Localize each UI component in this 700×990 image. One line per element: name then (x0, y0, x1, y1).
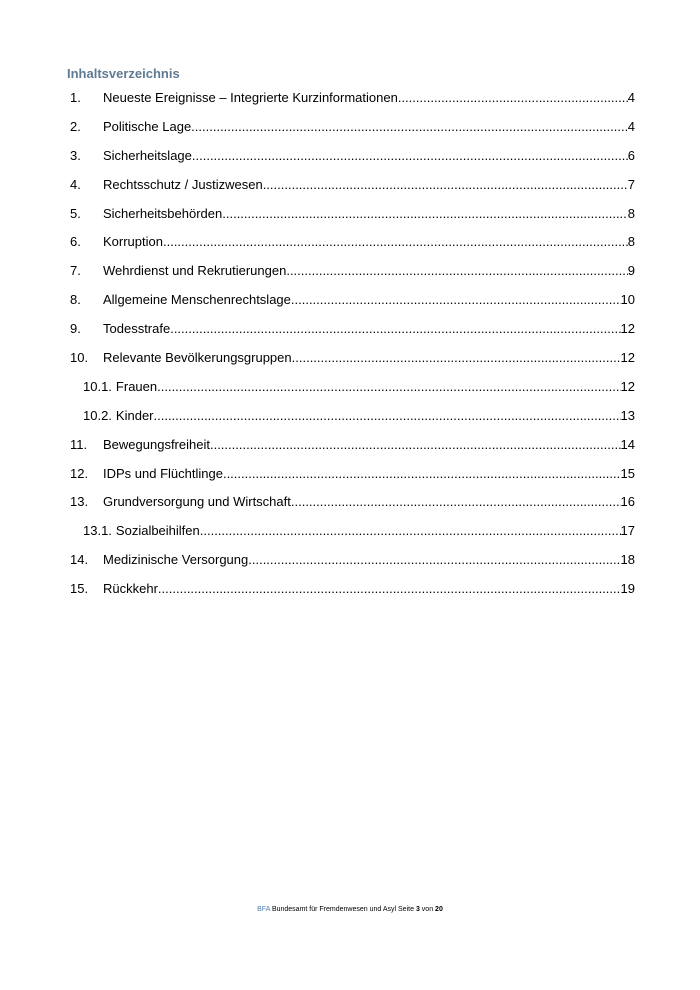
toc-entry-number: 3. (70, 147, 81, 163)
toc-entry[interactable] (67, 549, 635, 578)
toc-entry-title: Neueste Ereignisse – Integrierte Kurzinformationen (103, 90, 398, 105)
toc-entry-number: 5. (70, 205, 81, 221)
toc-entry[interactable] (67, 318, 635, 347)
toc-entry-number: 4. (70, 176, 81, 192)
footer-page-label: Seite (398, 906, 414, 913)
toc-dot-leader (200, 520, 621, 542)
toc-entry-number: 8. (70, 292, 81, 308)
toc-dot-leader (398, 87, 628, 109)
toc-entry-number: 10.1. (83, 378, 112, 394)
toc-entry-number: 9. (70, 321, 81, 337)
toc-entry-title: Rechtsschutz / Justizwesen (103, 176, 263, 192)
toc-entry-number: 10. (70, 350, 89, 366)
toc-entry-number: 6. (70, 234, 81, 250)
toc-entry-page-number: 12 (620, 321, 635, 337)
toc-entry[interactable] (67, 260, 635, 289)
toc-dot-leader (223, 463, 621, 485)
toc-dot-leader (248, 549, 620, 571)
toc-entry-number: 13. (70, 494, 89, 510)
toc-entry-title: Relevante Bevölkerungsgruppen (103, 350, 292, 366)
footer-current-page: 3 (415, 906, 420, 913)
toc-entry-page-number: 15 (620, 465, 635, 481)
toc-entry[interactable] (67, 405, 635, 434)
toc-dot-leader (157, 376, 620, 398)
toc-entry-number: 13.1. (83, 523, 112, 539)
toc-entry-page-number: 12 (620, 378, 635, 394)
toc-entry[interactable] (67, 87, 635, 116)
toc-entry-number: 15. (70, 581, 89, 597)
toc-entry-page-number: 4 (627, 118, 635, 134)
toc-entry-title: Sicherheitsbehörden (103, 205, 223, 221)
toc-entry-number: 7. (70, 263, 81, 279)
toc-entry-title: Politische Lage (103, 118, 192, 134)
toc-entry-title: Grundversorgung und Wirtschaft (103, 494, 291, 510)
toc-dot-leader (192, 145, 628, 167)
toc-entry-page-number: 10 (620, 292, 635, 308)
toc-entry-title: Frauen (115, 378, 158, 394)
toc-entry-number: 12. (70, 465, 89, 481)
toc-entry-page-number: 19 (620, 581, 635, 597)
toc-entry[interactable] (67, 376, 635, 405)
footer-of-label: von (421, 906, 434, 913)
toc-dot-leader (222, 203, 628, 225)
toc-entry-number: 10.2. (83, 407, 112, 423)
footer-org: Bundesamt für Fremdenwesen und Asyl (271, 906, 397, 913)
toc-entry[interactable] (67, 347, 635, 376)
toc-entry-page-number: 7 (627, 176, 635, 192)
toc-entry-title: Rückkehr (103, 581, 158, 597)
toc-entry-page-number: 16 (620, 494, 635, 510)
toc-entry-title: Kinder (115, 407, 154, 423)
toc-entry-number: 11. (70, 436, 88, 452)
toc-entry-page-number: 17 (620, 523, 635, 539)
toc-entry[interactable] (67, 463, 635, 492)
toc-entry[interactable] (67, 520, 635, 549)
toc-dot-leader (263, 174, 628, 196)
toc-dot-leader (170, 318, 620, 340)
toc-dot-leader (163, 231, 628, 253)
toc-dot-leader (286, 260, 627, 282)
toc-dot-leader (191, 116, 628, 138)
toc-heading: Inhaltsverzeichnis (67, 66, 180, 81)
toc-entry-page-number: 13 (620, 407, 635, 423)
toc-entry[interactable] (67, 578, 635, 607)
toc-dot-leader (291, 289, 621, 311)
toc-dot-leader (291, 491, 621, 513)
toc-entry-number: 14. (70, 552, 89, 568)
toc-entry-title: Bewegungsfreiheit (103, 436, 210, 452)
toc-entry[interactable] (67, 116, 635, 145)
toc-entry[interactable] (67, 203, 635, 232)
toc-entry[interactable] (67, 231, 635, 260)
toc-entry-title: Sicherheitslage (103, 147, 192, 163)
toc-dot-leader (292, 347, 621, 369)
toc-entry-page-number: 8 (627, 234, 635, 250)
toc-dot-leader (154, 405, 621, 427)
toc-entry-title: IDPs und Flüchtlinge (103, 465, 223, 481)
toc-entry[interactable] (67, 434, 635, 463)
toc-entry-page-number: 8 (627, 205, 635, 221)
footer-total-pages: 20 (435, 906, 443, 913)
toc-entry[interactable] (67, 174, 635, 203)
toc-dot-leader (210, 434, 621, 456)
page-footer (0, 906, 700, 913)
table-of-contents (67, 87, 635, 607)
toc-entry-page-number: 14 (620, 436, 635, 452)
toc-entry-page-number: 12 (620, 350, 635, 366)
toc-entry-title: Sozialbeihilfen (115, 523, 200, 539)
toc-entry-title: Medizinische Versorgung (103, 552, 249, 568)
toc-entry[interactable] (67, 491, 635, 520)
toc-entry-title: Todesstrafe (103, 321, 171, 337)
toc-entry-page-number: 4 (627, 90, 635, 105)
toc-entry-title: Wehrdienst und Rekrutierungen (103, 263, 287, 279)
toc-dot-leader (158, 578, 621, 600)
toc-entry-title: Korruption (103, 234, 163, 250)
toc-entry-number: 2. (70, 118, 81, 134)
toc-entry[interactable] (67, 145, 635, 174)
toc-entry-page-number: 6 (627, 147, 635, 163)
toc-entry-title: Allgemeine Menschenrechtslage (103, 292, 291, 308)
toc-entry-page-number: 18 (620, 552, 635, 568)
toc-entry[interactable] (67, 289, 635, 318)
footer-brand: BFA (257, 906, 270, 913)
toc-entry-page-number: 9 (627, 263, 635, 279)
toc-entry-number: 1. (70, 90, 81, 105)
